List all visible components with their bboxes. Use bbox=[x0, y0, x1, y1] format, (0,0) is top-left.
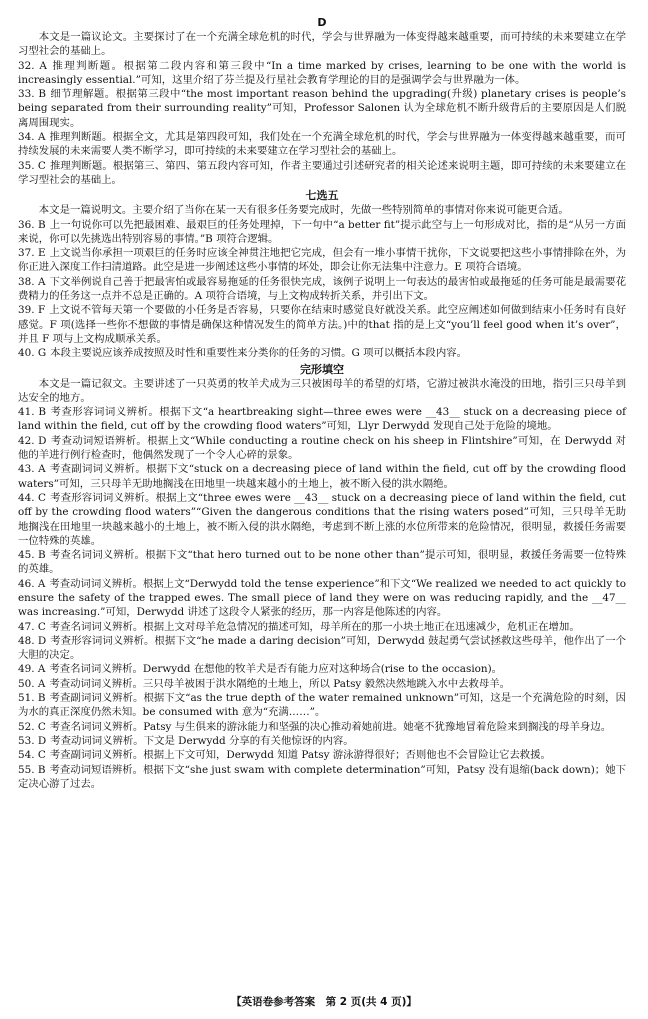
answer-item bbox=[18, 748, 626, 762]
explanation-text: 考查形容词词义辨析。根据上文“three ewes were __43__ stuck on a decreasing piece of land within the field, cut off by the crowding flood waters”“Given the dangerous conditions that the rising waters posed”可知，三只母羊无助地搁浅在田地里一块越来越小的土地上，被不断入侵的洪水隔绝，考虑到不断上涨的水位所带来的危险情况，很明显，救援任务需要一位特殊的英雄。 bbox=[18, 491, 626, 547]
answer-item bbox=[18, 59, 626, 88]
question-number: 38. bbox=[18, 275, 35, 288]
question-number: 52. bbox=[18, 720, 35, 733]
explanation-text: 考查名词词义辨析。Derwydd 在想他的牧羊犬是否有能力应对这种场合(rise to the occasion)。 bbox=[49, 663, 503, 676]
answer-item bbox=[18, 346, 626, 360]
question-number: 51. bbox=[18, 692, 35, 705]
answer-item bbox=[18, 691, 626, 720]
answer-item bbox=[18, 405, 626, 434]
explanation-text: 上文说当你承担一项艰巨的任务时应该全神贯注地把它完成，但会有一堆小事情干扰你，下文说要把这些小事情排除在外，为你正进入深度工作扫清道路。此空是进一步阐述这些小事情的坏处，即会让你无法集中注意力。E 项符合语境。 bbox=[18, 247, 626, 274]
question-number: 39. bbox=[18, 304, 35, 317]
answer-letter: A bbox=[37, 677, 46, 690]
answer-letter: C bbox=[37, 159, 46, 172]
answer-item bbox=[18, 87, 626, 130]
sections-container bbox=[18, 15, 626, 791]
explanation-text: 考查副词词义辨析。根据下文“as the true depth of the water remained unknown”可知，这是一个充满危险的时刻，因为水的真正深度仍然未知。be consumed with 意为“充满……”。 bbox=[18, 692, 626, 719]
explanation-text: 考查副词词义辨析。根据下文“stuck on a decreasing piece of land within the field, cut off by the crowding flood waters”可知，三只母羊无助地搁浅在田地里一块越来越小的土地上，被不断入侵的洪水隔绝。 bbox=[18, 463, 626, 490]
explanation-text: 推理判断题。根据第三、第四、第五段内容可知，作者主要通过引述研究者的相关论述来说明主题，即可持续的未来要建立在学习型社会的基础上。 bbox=[18, 159, 626, 186]
answer-letter: A bbox=[37, 663, 46, 676]
explanation-text: 推理判断题。根据全文，尤其是第四段可知，我们处在一个充满全球危机的时代，学会与世界融为一体变得越来越重要，而可持续发展的未来需要人类不断学习，即可持续的未来要建立在学习型社会的基础上。 bbox=[18, 131, 626, 158]
section-cloze bbox=[18, 362, 626, 792]
answer-letter: A bbox=[37, 131, 46, 144]
answer-item bbox=[18, 218, 626, 247]
explanation-text: 考查动词短语辨析。根据上文“While conducting a routine check on his sheep in Flintshire”可知，在 Derwydd 对他的羊进行例行检查时，他偶然发现了一个令人心碎的景象。 bbox=[18, 434, 626, 462]
answer-item bbox=[18, 577, 626, 620]
answer-letter: B bbox=[38, 88, 46, 101]
answer-item bbox=[18, 677, 626, 691]
section-intro: 本文是一篇记叙文。主要讲述了一只英勇的牧羊犬成为三只被困母羊的希望的灯塔，它游过被洪水淹没的田地，指引三只母羊到达安全的地方。 bbox=[18, 377, 626, 404]
answer-letter: B bbox=[38, 549, 46, 562]
question-number: 35. bbox=[18, 159, 35, 172]
answer-letter: C bbox=[37, 720, 46, 733]
answer-letter: D bbox=[37, 634, 47, 647]
answer-letter: C bbox=[37, 620, 46, 633]
section-title: 完形填空 bbox=[300, 362, 344, 376]
answer-letter: G bbox=[37, 347, 47, 360]
page-footer: 【英语卷参考答案 第 2 页(共 4 页)】 bbox=[231, 995, 417, 1008]
answer-item bbox=[18, 763, 626, 792]
answer-item bbox=[18, 303, 626, 346]
answer-item bbox=[18, 734, 626, 748]
answer-letter: F bbox=[37, 304, 46, 317]
explanation-text: 考查动词词义辨析。三只母羊被困于洪水隔绝的土地上，所以 Patsy 毅然决然地跳入水中去救母羊。 bbox=[49, 677, 511, 690]
question-number: 49. bbox=[18, 663, 35, 676]
section-intro: 本文是一篇议论文。主要探讨了在一个充满全球危机的时代，学会与世界融为一体变得越来越重要，而可持续的未来要建立在学习型社会的基础上。 bbox=[18, 31, 626, 58]
explanation-text: 推理判断题。根据第二段内容和第三段中“In a time marked by crises, learning to be one with the world is increasingly essential.”可知，这里介绍了芬兰提及行星社会教育学理论的目的是强调学会与世界融为一体。 bbox=[18, 59, 626, 86]
answer-item bbox=[18, 662, 626, 676]
question-number: 44. bbox=[18, 491, 35, 504]
question-number: 45. bbox=[18, 549, 35, 562]
question-number: 47. bbox=[18, 620, 35, 633]
section-seven-choose-five bbox=[18, 188, 626, 360]
question-number: 46. bbox=[18, 577, 35, 590]
answer-item bbox=[18, 434, 626, 463]
question-number: 53. bbox=[18, 734, 35, 747]
answer-letter: C bbox=[38, 491, 46, 504]
answer-item bbox=[18, 275, 626, 304]
explanation-text: 考查名词词义辨析。根据上文对母羊危急情况的描述可知，母羊所在的那一小块土地正在迅速减少，危机正在增加。 bbox=[49, 620, 580, 633]
explanation-text: 考查副词词义辨析。根据上下文可知，Derwydd 知道 Patsy 游泳游得很好；否则他也不会冒险让它去救援。 bbox=[49, 749, 551, 762]
answer-letter: C bbox=[37, 749, 46, 762]
answer-item bbox=[18, 491, 626, 548]
question-number: 34. bbox=[18, 131, 35, 144]
explanation-text: 考查名词词义辨析。根据下文“that hero turned out to be none other than”提示可知，很明显，救援任务需要一位特殊的英雄。 bbox=[18, 549, 626, 576]
explanation-text: 本段主要说应该养成按照及时性和重要性来分类你的任务的习惯。G 项可以概括本段内容。 bbox=[50, 347, 467, 360]
question-number: 43. bbox=[18, 463, 35, 476]
explanation-text: 考查动词词义辨析。根据上文“Derwydd told the tense experience”和下文“We realized we needed to act quickly to ensure the safety of the trapped ewes. The small piece of land they were on was reducing rapidly, and the __47__ was increasing.”可知，Derwydd 讲述了这段令人紧张的经历，那一内容是他陈述的内容。 bbox=[18, 577, 626, 619]
answer-letter: E bbox=[37, 247, 46, 260]
section-title: 七选五 bbox=[305, 189, 339, 203]
answer-letter: A bbox=[38, 463, 46, 476]
answer-letter: A bbox=[37, 275, 46, 288]
explanation-text: 上文说不管每天第一个要做的小任务是否容易，只要你在结束时感觉良好就没关系。此空应阐述如何做到结束小任务时有良好感觉。F 项(选择一些你不想做的事情是确保这种情况发生的简单方法。)中的that 指的是上文“you’ll feel good when it’s over”，并且 F 项与上文构成顺承关系。 bbox=[18, 304, 626, 345]
explanation-text: 下文举例说自己善于把最害怕或最容易拖延的任务很快完成，该例子说明上一句表达的最害怕或最拖延的任务可能是最需要花费精力的任务这一点并不总是正确的。A 项符合语境，与上文构成转折关系，并引出下文。 bbox=[18, 275, 626, 303]
explanation-text: 考查形容词词义辨析。根据下文“a heartbreaking sight—three ewes were __43__ stuck on a decreasing piece of land within the field, cut off by the crowding flood waters”可知，Llyr Derwydd 发现自己处于危险的境地。 bbox=[18, 406, 626, 433]
answer-letter: B bbox=[37, 218, 46, 231]
section-title: D bbox=[317, 16, 327, 29]
question-number: 55. bbox=[18, 763, 35, 776]
question-number: 37. bbox=[18, 247, 35, 260]
answer-item bbox=[18, 720, 626, 734]
answer-item bbox=[18, 130, 626, 159]
answer-letter: B bbox=[38, 406, 46, 419]
question-number: 36. bbox=[18, 218, 35, 231]
question-number: 48. bbox=[18, 634, 35, 647]
answer-item bbox=[18, 634, 626, 663]
explanation-text: 考查动词短语辨析。根据下文“she just swam with complete determination”可知，Patsy 没有退缩(back down)；她下定决心游了过去。 bbox=[18, 763, 626, 790]
answer-letter: A bbox=[37, 577, 46, 590]
answer-item bbox=[18, 159, 626, 188]
answer-letter: A bbox=[39, 59, 47, 72]
explanation-text: 考查名词词义辨析。Patsy 与生俱来的游泳能力和坚强的决心推动着她前进。她毫不犹豫地冒着危险来到搁浅的母羊身边。 bbox=[49, 720, 612, 733]
answer-item bbox=[18, 548, 626, 577]
answer-letter: D bbox=[37, 734, 47, 747]
section-intro: 本文是一篇说明文。主要介绍了当你在某一天有很多任务要完成时，先做一些特别简单的事情对你来说可能更合适。 bbox=[38, 204, 569, 217]
explanation-text: 考查形容词词义辨析。根据下文“he made a daring decision”可知，Derwydd 鼓起勇气尝试拯救这些母羊，他作出了一个大胆的决定。 bbox=[18, 634, 626, 662]
answer-letter: D bbox=[38, 434, 47, 447]
answer-item bbox=[18, 462, 626, 491]
explanation-text: 细节理解题。根据第三段中“the most important reason behind the upgrading(升级) planetary crises is people’s being separated from their surrounding reality”可知，Professor Salonen 认为全球危机不断升级背后的主要原因是人们脱离周围现实。 bbox=[18, 88, 626, 129]
section-reading-d bbox=[18, 15, 626, 187]
answer-letter: B bbox=[37, 763, 46, 776]
question-number: 32. bbox=[18, 59, 35, 72]
answer-item bbox=[18, 620, 626, 634]
answer-letter: B bbox=[37, 692, 46, 705]
question-number: 40. bbox=[18, 347, 35, 360]
question-number: 42. bbox=[18, 434, 35, 447]
question-number: 33. bbox=[18, 88, 35, 101]
question-number: 41. bbox=[18, 406, 35, 419]
question-number: 54. bbox=[18, 749, 35, 762]
question-number: 50. bbox=[18, 677, 35, 690]
explanation-text: 考查动词词义辨析。下文是 Derwydd 分享的有关他惊讶的内容。 bbox=[50, 734, 354, 747]
explanation-text: 上一句说你可以先把最困难、最艰巨的任务处理掉，下一句中“a better fit”提示此空与上一句形成对比，指的是“从另一方面来说，你可以先挑选出特别容易的事情。”B 项符合逻辑。 bbox=[18, 218, 626, 245]
answer-item bbox=[18, 246, 626, 275]
